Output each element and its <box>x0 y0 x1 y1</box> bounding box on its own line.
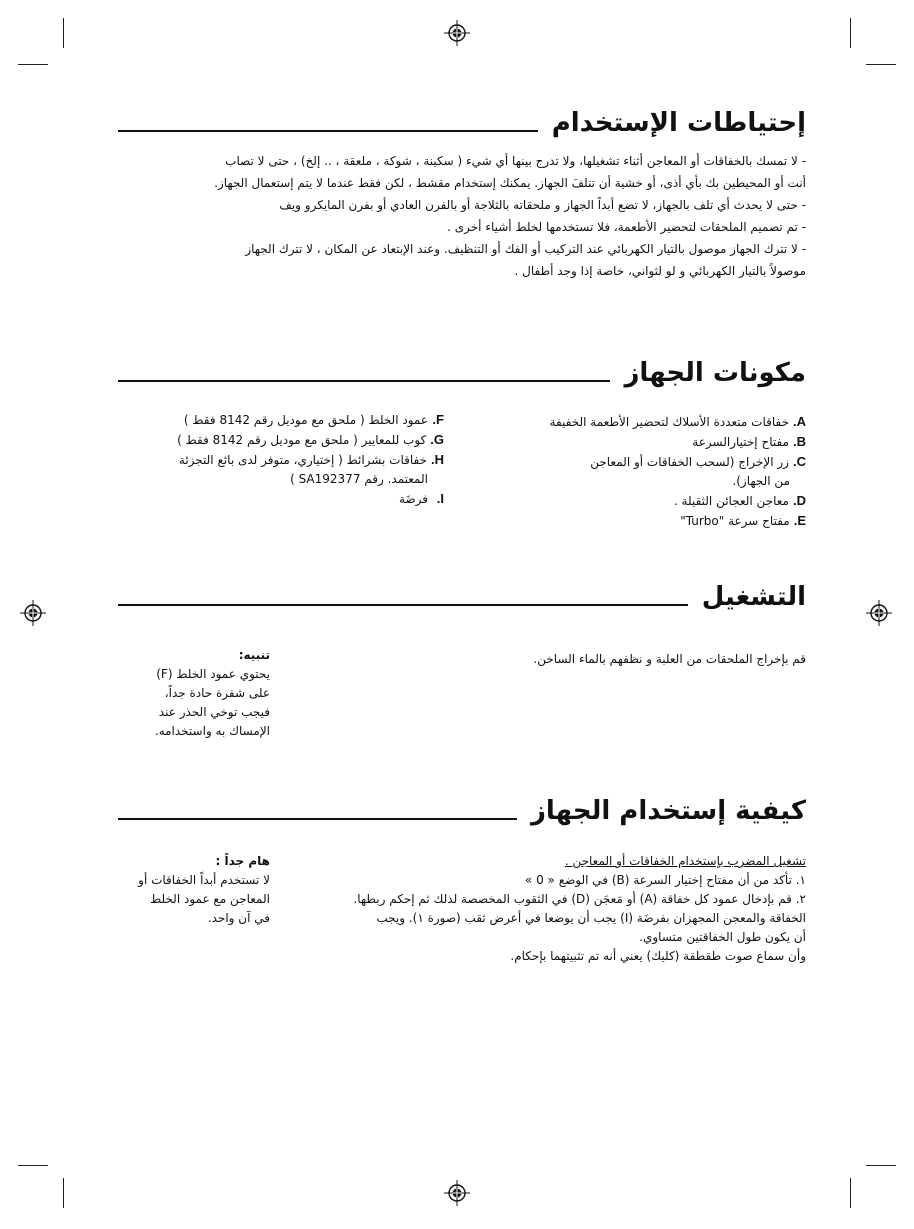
text-line: وأن سماع صوت طقطقة (كليك) يعني أنه تم تثبيتهما بإحكام. <box>510 949 806 963</box>
components-list-left <box>128 410 444 509</box>
list-item <box>480 452 806 472</box>
section-title: مكونات الجهاز <box>624 358 806 388</box>
crop-mark <box>850 1178 851 1208</box>
precautions-text <box>120 150 806 282</box>
crop-mark <box>866 1165 896 1166</box>
text-line: موصولاً بالتيار الكهربائي و لو لثواني، خاصة إذا وجد أطفال . <box>514 264 806 278</box>
item-letter: B. <box>792 434 806 449</box>
operation-note <box>120 646 270 741</box>
section-heading-operation <box>118 582 806 612</box>
howto-text <box>290 852 806 966</box>
text-line: ١. تأكد من أن مفتاح إختيار السرعة (B) في الوضع « 0 » <box>524 873 806 887</box>
note-line: لا تستخدم أبداً الخفاقات أو <box>138 873 270 887</box>
registration-mark-icon <box>20 600 46 626</box>
item-letter: I. <box>436 491 444 506</box>
registration-mark-icon <box>444 1180 470 1206</box>
note-line: يحتوي عمود الخلط (F) <box>156 667 270 681</box>
list-item <box>128 470 444 489</box>
item-text: عمود الخلط ( ملحق مع موديل رقم 8142 فقط ) <box>183 413 428 427</box>
item-text: زر الإخراج (لسحب الخفاقات أو المعاجن <box>590 455 789 469</box>
text-line: الخفاقة والمعجن المجهزان بفرضَة (I) يجب أن يوضعا في أعرض ثقب (صورة ١). ويجب <box>376 911 806 925</box>
item-letter: E. <box>793 513 806 528</box>
crop-mark <box>850 18 851 48</box>
text-line: - حتى لا يحدث أي تلف بالجهاز، لا تضع أبداً الجهاز و ملحقاته بالثلاجة أو بالفرن العادي أو بفرن المايكرو ويف <box>279 198 806 212</box>
crop-mark <box>63 1178 64 1208</box>
text-line: ٢. قم بإدخال عمود كل خفاقة (A) أو مَعجَن (D) في الثقوب المخصصة لذلك ثم إحكم ربطها. <box>353 892 806 906</box>
section-heading-components <box>118 358 806 388</box>
section-title: إحتياطات الإستخدام <box>551 108 806 138</box>
crop-mark <box>866 64 896 65</box>
list-item <box>128 489 444 509</box>
howto-subtitle: تشغيل المضرب بإستخدام الخفاقات أو المعاجن . <box>564 854 806 868</box>
item-letter: D. <box>792 493 806 508</box>
item-text: خفاقات بشرائط ( إختياري، متوفر لدى بائع التجزئة <box>178 453 427 467</box>
heading-rule <box>118 130 538 132</box>
text-line: - تم تصميم الملحقات لتحضير الأطعمة، فلا تستخدمها لخلط أشياء أخرى . <box>447 220 806 234</box>
heading-rule <box>118 380 610 382</box>
crop-mark <box>63 18 64 48</box>
note-line: على شفرة حادة جداً، <box>164 686 270 700</box>
list-item <box>480 432 806 452</box>
registration-mark-icon <box>866 600 892 626</box>
item-letter: F. <box>432 412 444 427</box>
item-text: خفاقات متعددة الأسلاك لتحضير الأطعمة الخفيفة <box>549 415 789 429</box>
text-line: أن يكون طول الخفاقتين متساوي. <box>639 930 806 944</box>
item-letter: A. <box>792 414 806 429</box>
item-text: معاجن العجائن الثقيلة . <box>673 494 789 508</box>
item-text: المعتمد. رقم SA192377 ) <box>290 472 428 486</box>
crop-mark <box>18 64 48 65</box>
registration-mark-icon <box>444 20 470 46</box>
item-text: مفتاح إختيارالسرعة <box>692 435 789 449</box>
list-item <box>480 412 806 432</box>
text-line: قم بإخراج الملحقات من العلبة و نظفهم بالماء الساخن. <box>533 652 806 666</box>
text-line: - لا تترك الجهاز موصول بالتيار الكهربائي عند التركيب أو الفك أو التنظيف. وعند الإبتعاد عن المكان ، لا تترك الجهاز <box>245 242 806 256</box>
note-line: فيجب توخي الحذر عند <box>158 705 270 719</box>
note-title: تنبيه: <box>238 648 270 662</box>
text-line: أنت أو المحيطين بك بأي أذى، أو خشية أن تتلفَ الجهاز. يمكنك إستخدام مقشط ، لكن فقط عندما لا يتم إستعمال الجهاز. <box>214 176 806 190</box>
section-heading-precautions <box>118 108 806 138</box>
heading-rule <box>118 604 688 606</box>
operation-text <box>420 648 806 670</box>
item-text: من الجهاز). <box>732 474 790 488</box>
list-item <box>128 430 444 450</box>
note-line: في آن واحد. <box>207 911 270 925</box>
heading-rule <box>118 818 517 820</box>
section-title: التشغيل <box>701 582 806 612</box>
section-title: كيفية إستخدام الجهاز <box>530 796 806 826</box>
note-line: المعاجن مع عمود الخلط <box>150 892 270 906</box>
item-letter: C. <box>792 454 806 469</box>
note-line: الإمساك به واستخدامه. <box>154 724 270 738</box>
item-letter: H. <box>430 452 444 467</box>
note-title: هام جداً : <box>215 854 270 868</box>
item-text: مفتاح سرعة "Turbo" <box>680 514 790 528</box>
components-list-right <box>480 412 806 531</box>
list-item <box>480 511 806 531</box>
item-letter: G. <box>430 432 444 447</box>
item-text: كوب للمعايير ( ملحق مع موديل رقم 8142 فقط ) <box>177 433 427 447</box>
item-text: فرضَة <box>399 492 428 506</box>
howto-note <box>120 852 270 928</box>
text-line: - لا تمسك بالخفاقات أو المعاجن أثناء تشغيلها، ولا تدرج بينها أي شيء ( سكينة ، شوكة ، ملعقة ، .. إلخ) ، حتى لا تصاب <box>225 154 806 168</box>
list-item <box>480 491 806 511</box>
crop-mark <box>18 1165 48 1166</box>
section-heading-howto <box>118 796 806 826</box>
list-item <box>480 472 806 491</box>
list-item <box>128 410 444 430</box>
list-item <box>128 450 444 470</box>
